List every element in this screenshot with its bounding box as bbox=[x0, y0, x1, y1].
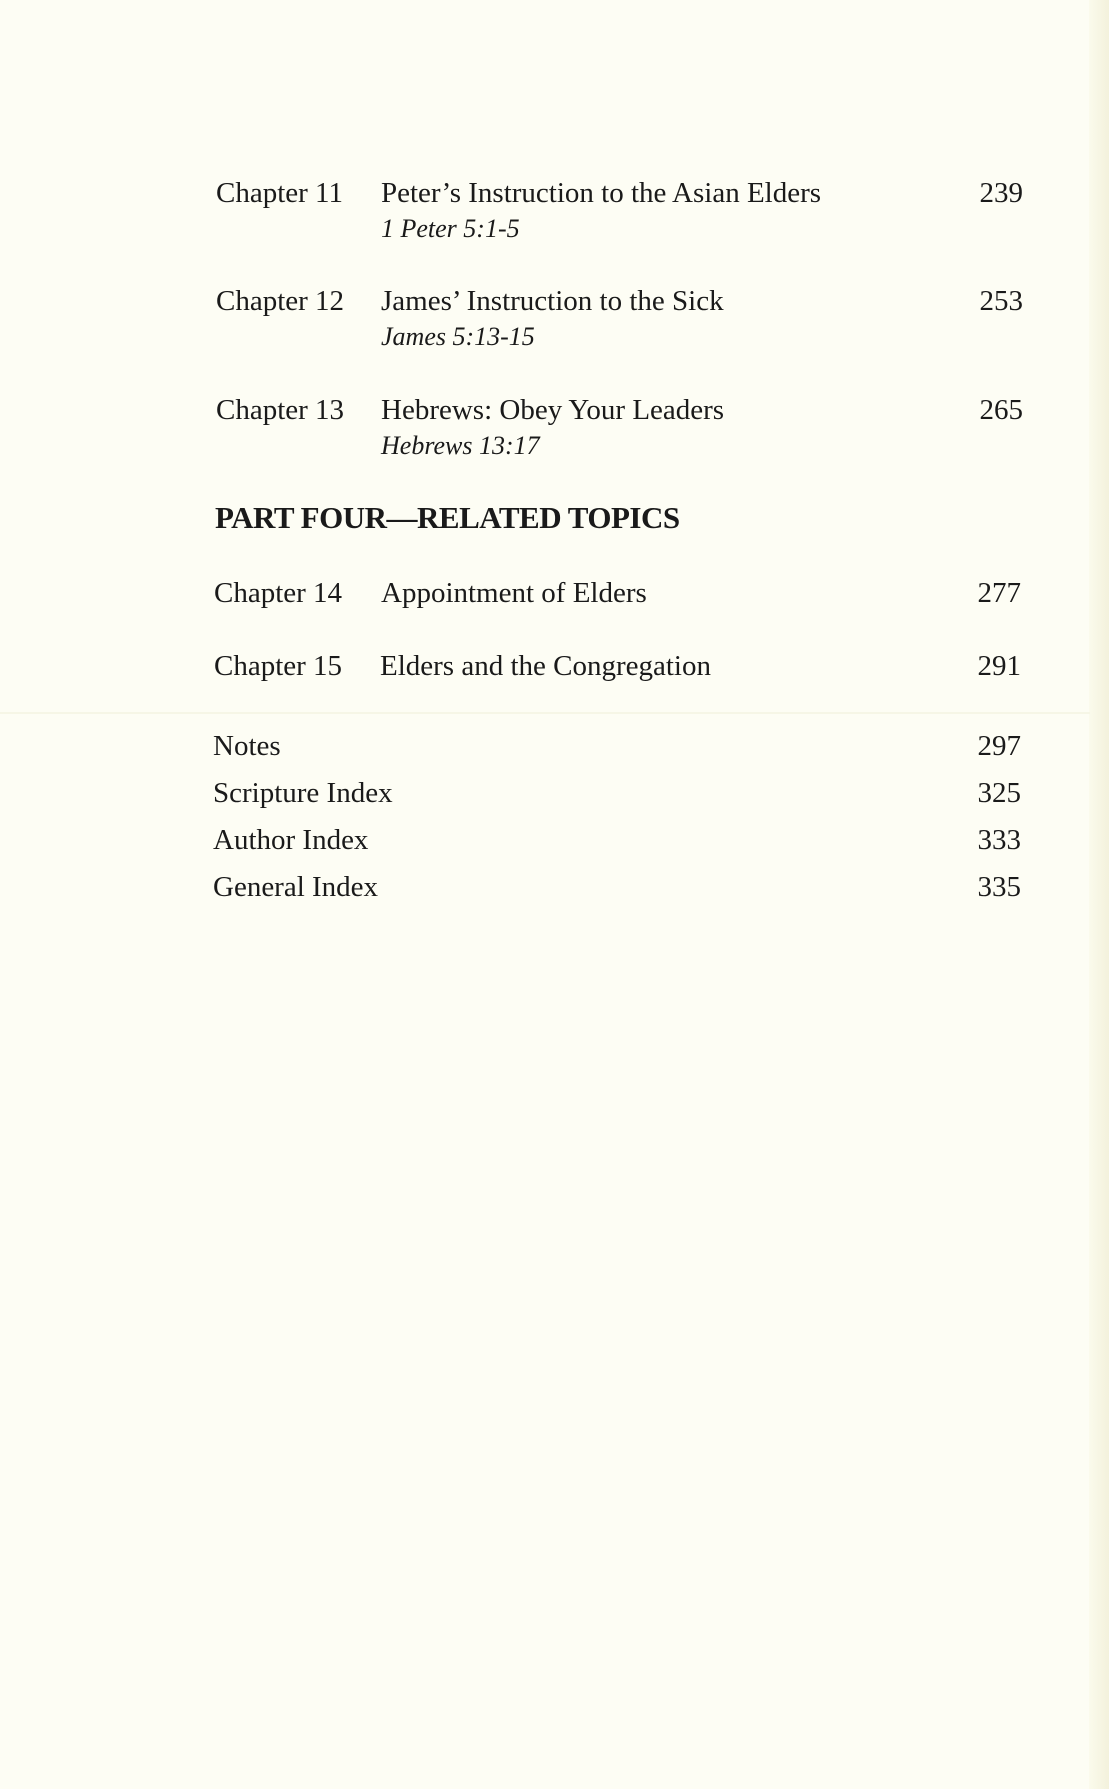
page-number: 335 bbox=[977, 871, 1021, 903]
chapter-label: Chapter 15 bbox=[214, 650, 343, 682]
page-number: 325 bbox=[977, 777, 1021, 809]
back-matter-label: General Index bbox=[213, 871, 379, 903]
scripture-reference: James 5:13-15 bbox=[381, 322, 535, 351]
chapter-title: Peter’s Instruction to the Asian Elders bbox=[381, 177, 822, 209]
page-number: 265 bbox=[979, 394, 1023, 426]
back-matter-label: Scripture Index bbox=[213, 777, 393, 809]
page-edge-shadow bbox=[1089, 0, 1109, 1789]
page-number: 253 bbox=[979, 285, 1023, 317]
scripture-reference: 1 Peter 5:1-5 bbox=[381, 214, 520, 243]
chapter-label: Chapter 13 bbox=[216, 394, 345, 426]
chapter-title: James’ Instruction to the Sick bbox=[381, 285, 724, 317]
chapter-label: Chapter 14 bbox=[214, 577, 343, 609]
chapter-title: Hebrews: Obey Your Leaders bbox=[381, 394, 725, 426]
scripture-reference: Hebrews 13:17 bbox=[381, 431, 540, 460]
chapter-title: Appointment of Elders bbox=[381, 577, 647, 609]
page-number: 291 bbox=[977, 650, 1021, 682]
chapter-label: Chapter 12 bbox=[216, 285, 345, 317]
chapter-title: Elders and the Congregation bbox=[380, 650, 711, 682]
back-matter-label: Author Index bbox=[213, 824, 369, 856]
page-fold-line bbox=[0, 712, 1090, 714]
part-heading: PART FOUR—RELATED TOPICS bbox=[215, 500, 680, 535]
page-number: 277 bbox=[977, 577, 1021, 609]
chapter-label: Chapter 11 bbox=[216, 177, 343, 209]
back-matter-label: Notes bbox=[213, 730, 281, 762]
page-number: 333 bbox=[977, 824, 1021, 856]
page-number: 297 bbox=[977, 730, 1021, 762]
page-number: 239 bbox=[979, 177, 1023, 209]
